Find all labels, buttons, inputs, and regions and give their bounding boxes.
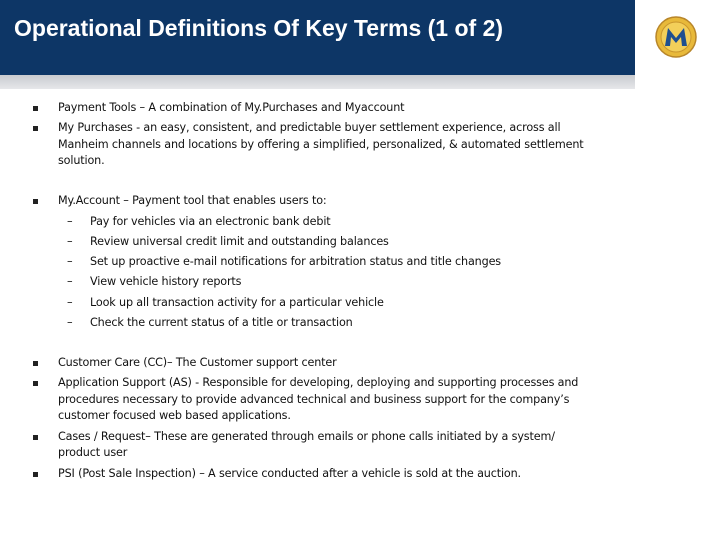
my-account-subitem: View vehicle history reports [90,275,242,288]
definition-customer-care: Customer Care (CC)– The Customer support center [58,356,337,369]
slide-title: Operational Definitions Of Key Terms (1 of 2) [14,15,504,41]
definition-cases-request-line-1: Cases / Request– These are generated through emails or phone calls initiated by a system/ [58,430,555,443]
dash-marker: – [67,316,73,329]
definition-application-support-line-3: customer focused web based applications. [58,409,291,422]
dash-marker: – [67,235,73,248]
bullet-marker [33,381,38,386]
bullet-marker [33,199,38,204]
my-account-subitem: Look up all transaction activity for a particular vehicle [90,296,384,309]
bullet-marker [33,106,38,111]
definition-application-support-line-1: Application Support (AS) - Responsible for developing, deploying and supporting processes and [58,376,579,389]
my-account-subitem: Set up proactive e-mail notifications for arbitration status and title changes [90,255,501,268]
definition-my-purchases-line-3: solution. [58,154,105,167]
bullet-marker [33,435,38,440]
bullet-marker [33,361,38,366]
definition-my-purchases-line-2: Manheim channels and locations by offering a simplified, personalized, & automated settlement [58,138,584,151]
bullet-marker [33,472,38,477]
my-account-subitem: Review universal credit limit and outstanding balances [90,235,389,248]
my-account-subitem: Pay for vehicles via an electronic bank debit [90,215,331,228]
dash-marker: – [67,275,73,288]
dash-marker: – [67,215,73,228]
bullet-marker [33,126,38,131]
my-account-subitem: Check the current status of a title or transaction [90,316,353,329]
definition-application-support-line-2: procedures necessary to provide advanced technical and business support for the company’s [58,393,570,406]
definition-payment-tools: Payment Tools – A combination of My.Purchases and Myaccount [58,101,405,114]
dash-marker: – [67,255,73,268]
definition-cases-request-line-2: product user [58,446,128,459]
definition-psi: PSI (Post Sale Inspection) – A service conducted after a vehicle is sold at the auction. [58,467,521,480]
definition-my-account: My.Account – Payment tool that enables users to: [58,194,327,207]
definition-my-purchases-line-1: My Purchases - an easy, consistent, and predictable buyer settlement experience, across all [58,121,561,134]
dash-marker: – [67,296,73,309]
